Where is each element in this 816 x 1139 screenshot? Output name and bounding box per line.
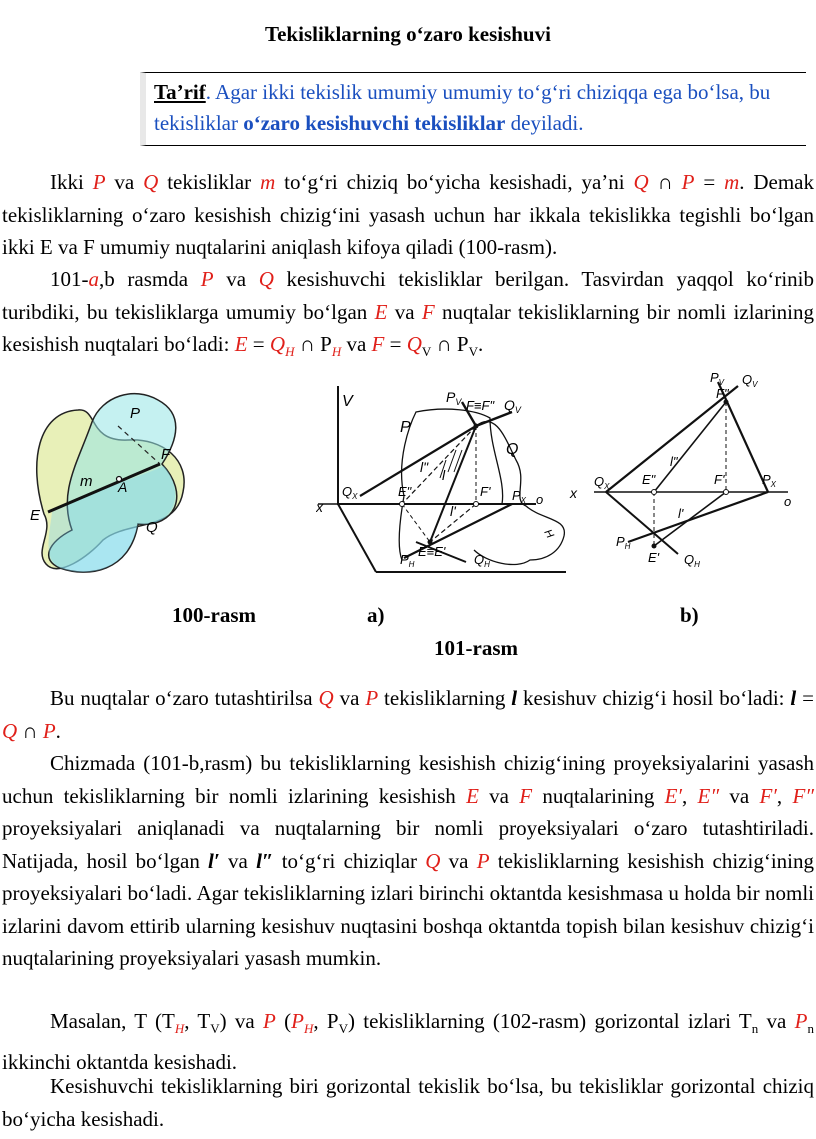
figure-101a [316, 380, 584, 582]
fig101a-label-l1: l' [450, 503, 456, 519]
fig100-label-m: m [80, 473, 93, 490]
p4-t1: Chizmada (101-b,rasm) bu tekisliklarning kesishish chizig‘ining proyeksiyalarini yasash uchun tekisliklarning bir nomli izlarining kesishish [2, 751, 814, 808]
definition-text-a: . Agar ikki tekislik umumiy umumiy to‘g‘ri chiziqqa ega bo‘lsa, bu tekisliklar [154, 80, 771, 135]
point-e1-b [652, 544, 657, 549]
p4-t9: to‘g‘ri chiziqlar [273, 848, 426, 873]
p4-E2: E″ [697, 783, 720, 808]
fig101b-label-e2: E" [642, 472, 656, 487]
fig101a-label-p: P [400, 419, 411, 436]
point-f1 [474, 502, 479, 507]
p4-P: P [476, 848, 490, 873]
fig101b-label-x: x [570, 485, 577, 501]
fig100-label-a: A [118, 479, 128, 495]
p2-t7: = [247, 332, 270, 356]
fig101a-label-qx: $Q_X$ [342, 484, 358, 501]
point-e2-b [652, 490, 657, 495]
p1-m2: m [724, 170, 740, 194]
fig101a-label-qh: $Q_H$ [474, 552, 490, 569]
p1-t5: . Demak tekisliklarning o‘zaro kesishish chizig‘ini yasash uchun har ikkala tekislikka tegishli bo‘lgan ikki E va F umumiy nuqtalarini aniqlash kifoya qiladi (100-rasm). [2, 170, 815, 259]
p5-t5: , P [313, 1009, 339, 1033]
p5-t1: Masalan, T (T [50, 1009, 175, 1033]
p2-t10: = [384, 332, 407, 356]
fig101b-label-l2: l" [670, 454, 678, 469]
p4-t3: nuqtalarining [532, 783, 665, 808]
fig100-label-p: P [130, 405, 141, 422]
page-title: Tekisliklarning o‘zaro kesishuvi [265, 22, 551, 46]
definition-term: o‘zaro kesishuvchi tekisliklar [243, 111, 506, 135]
p2-t12: . [478, 332, 484, 356]
p3-t2: va [333, 686, 366, 710]
p1-P: P [92, 170, 106, 194]
p4-t8: va [219, 848, 257, 873]
point-f [474, 424, 479, 429]
p2-P: P [200, 267, 214, 291]
p4-t10: va [440, 848, 477, 873]
fig101a-label-ph: $P_H$ [400, 552, 415, 569]
p2-t3: va [213, 267, 259, 291]
p2-E2: E [234, 332, 248, 356]
p4-F: F [519, 783, 533, 808]
p1-t4: to‘g‘ri chiziq bo‘yicha kesishadi, ya’ni [275, 170, 634, 194]
p1-t2: va [105, 170, 144, 194]
paragraph-4 [2, 747, 814, 975]
fig101a-label-l: l [442, 467, 446, 483]
paragraph-2 [2, 263, 814, 369]
fig101b-label-o: o [784, 494, 792, 509]
p3-t6: ∩ [17, 718, 43, 743]
definition-label: Ta’rif [154, 80, 206, 104]
caption-a: a) [367, 603, 385, 627]
p2-PH-sub: H [331, 344, 342, 360]
p3-l2: l [790, 686, 797, 710]
fig101b-label-ph: $P_H$ [616, 534, 631, 551]
p5-t3: ) va [219, 1009, 264, 1033]
p4-t4: , [682, 783, 698, 808]
p2-a: a [88, 267, 99, 291]
p1-t1: Ikki [50, 170, 93, 194]
p5-Pn: n [807, 1021, 814, 1037]
p2-QH-sub: H [285, 344, 295, 360]
figure-101b [566, 366, 802, 582]
fig101b-label-pv: $P_V$ [710, 370, 725, 387]
p5-t7: va [758, 1009, 795, 1033]
p2-E: E [374, 299, 388, 324]
p4-E: E [466, 783, 479, 808]
p2-PV-sub: V [468, 344, 479, 360]
p2-t6: nuqtalar tekisliklarning bir nomli izlarining kesishish nuqtalari bo‘ladi: [2, 299, 815, 356]
fig101b-label-qx: $Q_X$ [594, 474, 610, 491]
p2-t2: ,b rasmda [99, 267, 201, 291]
p1-m: m [260, 170, 276, 194]
p1-t3: tekisliklar [158, 170, 261, 194]
definition-text-b: deyiladi. [505, 111, 584, 135]
p2-QH: Q [269, 332, 286, 356]
p2-F: F [421, 299, 435, 324]
p4-t7: proyeksiyalari aniqlanadi va nuqtalarning bir nomli proyeksiyalari o‘zaro tutashtiriladi. Natijada, hosil bo‘lgan [2, 816, 814, 873]
fig101b-label-l1: l' [678, 506, 684, 521]
p3-t7: . [55, 718, 61, 743]
p3-Q2: Q [2, 718, 18, 743]
paragraph-6 [2, 1070, 814, 1135]
fig101a-label-q: Q [506, 441, 519, 458]
p1-P2: P [681, 170, 695, 194]
p4-l1: l′ [208, 848, 220, 873]
p4-F2: F″ [792, 783, 815, 808]
p5-t8: ikkinchi oktantda kesishadi. [2, 1049, 238, 1074]
p3-Q: Q [318, 686, 334, 710]
caption-fig100: 100-rasm [172, 603, 256, 627]
p5-P: P [263, 1009, 276, 1033]
p2-F2: F [371, 332, 385, 356]
definition-box [140, 72, 806, 146]
caption-fig101: 101-rasm [434, 636, 518, 660]
paragraph-3 [2, 682, 814, 747]
fig101a-label-pv: $P_V$ [446, 389, 462, 407]
p2-t9: va [341, 332, 372, 356]
fig101a-label-qv: $Q_V$ [504, 397, 521, 415]
line-l1-b [654, 492, 726, 546]
p3-P: P [365, 686, 379, 710]
p2-t8: ∩ P [294, 332, 332, 356]
fig101a-label-ff: F≡F" [466, 398, 495, 413]
p2-t5: va [387, 299, 422, 324]
p1-eq: = [694, 170, 725, 194]
p5-TH: H [174, 1021, 185, 1037]
p2-t11: ∩ P [431, 332, 469, 356]
p3-P2: P [42, 718, 56, 743]
trace-qx [360, 426, 476, 496]
figure-100 [18, 382, 218, 582]
p6-t1: Kesishuvchi tekisliklarning biri gorizontal tekislik bo‘lsa, bu tekisliklar gorizontal chiziq bo‘yicha kesishadi. [2, 1074, 814, 1131]
p4-Q: Q [425, 848, 441, 873]
fig101b-label-px: $P_X$ [762, 472, 777, 489]
p5-PH: H [303, 1021, 314, 1037]
p2-QV: Q [406, 332, 422, 356]
fig101b-label-f2: F" [716, 386, 729, 401]
trace-ph-b [628, 492, 768, 542]
p2-QV-sub: V [421, 344, 432, 360]
fig101a-label-f1: F' [480, 484, 491, 499]
definition-text [154, 77, 800, 139]
p4-t6: , [776, 783, 793, 808]
p4-F1: F′ [759, 783, 777, 808]
p3-t4: kesishuv chizig‘i hosil bo‘ladi: [517, 686, 791, 710]
p5-Tn: n [751, 1021, 759, 1037]
p4-t2: va [478, 783, 520, 808]
fig101a-label-v: V [342, 393, 353, 410]
p5-P3: P [794, 1009, 808, 1033]
fig101b-label-qv: $Q_V$ [742, 372, 758, 389]
fig101a-label-e2: E" [398, 484, 412, 499]
p4-l2: l″ [256, 848, 274, 873]
fig101a-label-x: x [316, 499, 323, 515]
p4-t5: va [719, 783, 760, 808]
fig101a-label-l2: l" [420, 459, 429, 475]
p4-E1: E′ [664, 783, 683, 808]
paragraph-1 [2, 166, 814, 264]
p4-t11: tekisliklarning kesishish chizig‘ining proyeksiyalari bo‘ladi. Agar tekisliklarning izlari birinchi oktantda kesishmasa u holda bir nomli izlarini davom ettirib ularning kesishuv nuqtasini boshqa oktantda topish bilan kesishuv chizig‘i nuqtalarining proyeksiyalari yasash mumkin. [2, 848, 815, 970]
p5-PV: V [338, 1021, 348, 1037]
p1-Q2: Q [633, 170, 649, 194]
fig101b-label-f1: F' [714, 472, 725, 487]
fig101a-label-px: $P_X$ [512, 488, 527, 505]
fig100-label-q: Q [146, 519, 158, 536]
proj-link [402, 504, 430, 542]
paragraph-5 [2, 1005, 814, 1078]
point-f1-b [724, 490, 729, 495]
p3-t1: Bu nuqtalar o‘zaro tutashtirilsa [50, 686, 319, 710]
p3-l: l [511, 686, 518, 710]
fig101a-label-h: H [541, 527, 556, 541]
p5-t6: ) tekisliklarning (102-rasm) gorizontal izlari T [347, 1009, 752, 1033]
p2-t4: kesishuvchi tekisliklar berilgan. Tasvirdan yaqqol ko‘rinib turibdiki, bu tekisliklarga umumiy bo‘lgan [2, 267, 814, 324]
frame-h-edge [338, 504, 376, 572]
p1-cap: ∩ [648, 170, 682, 194]
p5-t2: , T [184, 1009, 211, 1033]
point-e2 [400, 502, 405, 507]
fig101a-label-ee: E≡E' [418, 544, 446, 559]
p5-TV: V [210, 1021, 220, 1037]
fig101a-label-o: o [536, 492, 544, 507]
caption-b: b) [680, 603, 699, 627]
p5-P2: P [291, 1009, 304, 1033]
p3-t3: tekisliklarning [378, 686, 512, 710]
p2-Q: Q [258, 267, 274, 291]
fig100-label-e: E [30, 507, 41, 524]
fig101b-label-e1: E' [648, 550, 660, 565]
p1-Q: Q [143, 170, 159, 194]
fig100-label-f: F [161, 446, 171, 463]
fig101b-label-qh: $Q_H$ [684, 552, 700, 569]
p5-t4: ( [275, 1009, 292, 1033]
p2-t1: 101- [50, 267, 89, 291]
p3-t5: = [796, 686, 815, 710]
